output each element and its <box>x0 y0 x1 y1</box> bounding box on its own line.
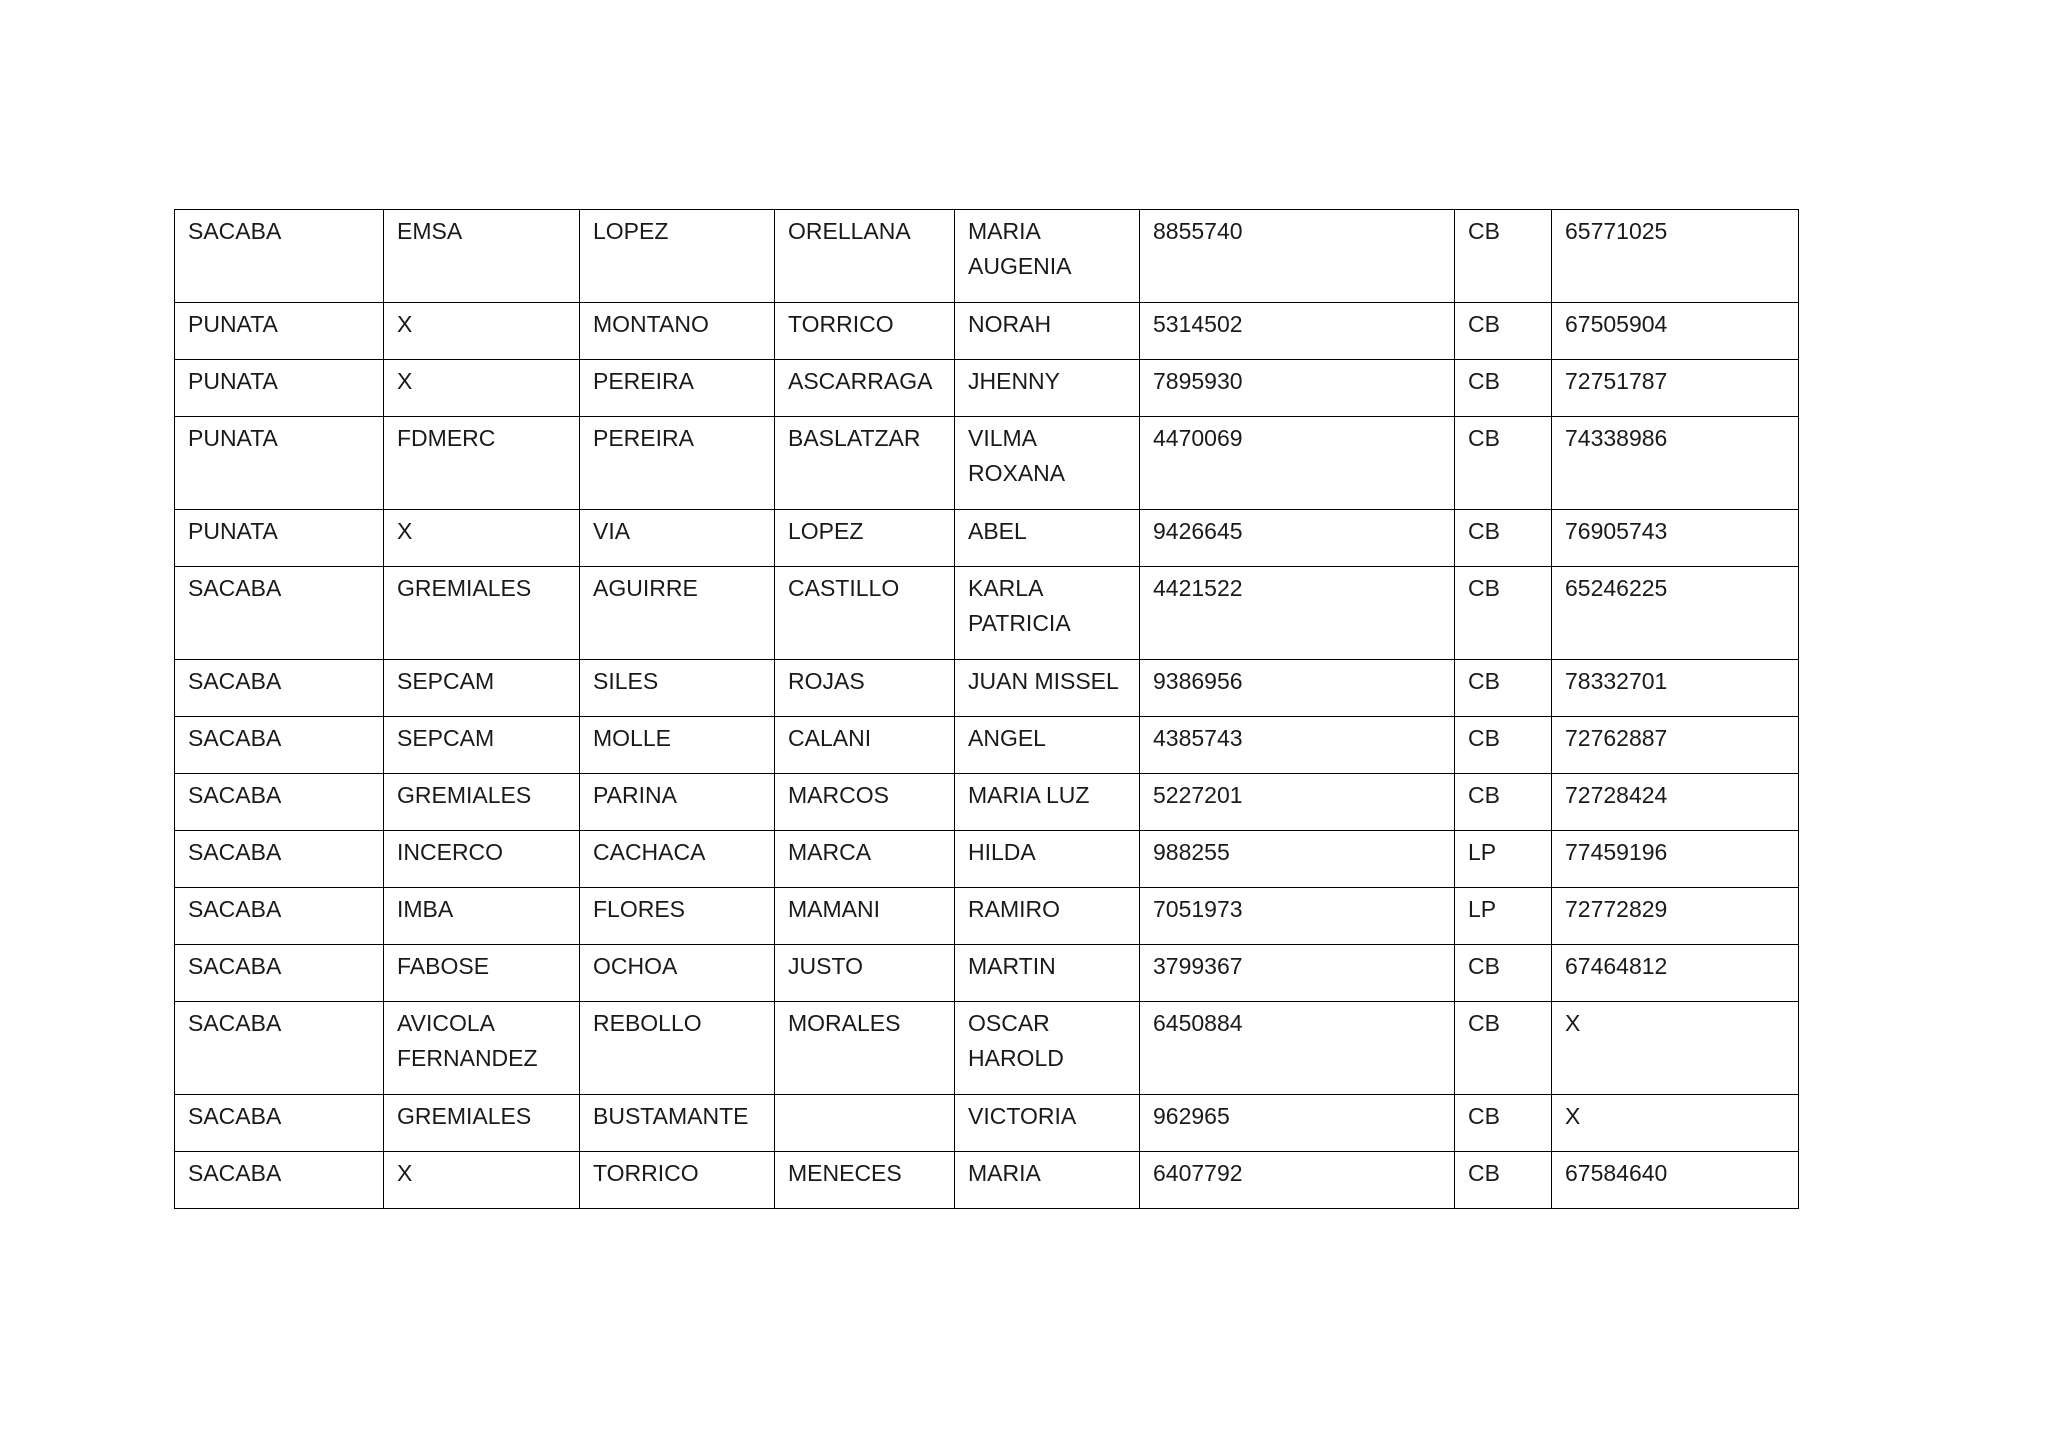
table-cell-phone-number <box>1552 360 1799 417</box>
cell-text: 6450884 <box>1153 1010 1243 1036</box>
cell-text: TORRICO <box>788 311 894 337</box>
table-row <box>175 774 1799 831</box>
cell-text: SEPCAM <box>397 668 495 694</box>
cell-text: MARTIN <box>968 953 1056 979</box>
table-cell-phone-number <box>1552 510 1799 567</box>
cell-text: 7895930 <box>1153 368 1243 394</box>
table-cell-department <box>1455 660 1552 717</box>
table-cell-paternal-surname <box>580 660 775 717</box>
table-cell-paternal-surname <box>580 510 775 567</box>
table-cell-maternal-surname <box>775 945 955 1002</box>
cell-text: CB <box>1468 953 1500 979</box>
cell-text: PUNATA <box>188 518 278 544</box>
table-row <box>175 417 1799 510</box>
cell-text: CB <box>1468 218 1500 244</box>
table-cell-given-names <box>955 945 1140 1002</box>
table-cell-organization <box>384 945 580 1002</box>
cell-text: 65246225 <box>1565 575 1668 601</box>
cell-text: FABOSE <box>397 953 490 979</box>
cell-text: 9426645 <box>1153 518 1243 544</box>
table-cell-maternal-surname <box>775 774 955 831</box>
cell-text: SEPCAM <box>397 725 495 751</box>
cell-text: REBOLLO <box>593 1010 702 1036</box>
cell-text: X <box>397 518 413 544</box>
cell-text: JUSTO <box>788 953 863 979</box>
table-cell-id-number <box>1140 360 1455 417</box>
table-cell-id-number <box>1140 210 1455 303</box>
table-cell-organization <box>384 831 580 888</box>
table-cell-organization <box>384 888 580 945</box>
table-row <box>175 1152 1799 1209</box>
cell-text: LOPEZ <box>788 518 864 544</box>
table-row <box>175 945 1799 1002</box>
cell-text: INCERCO <box>397 839 504 865</box>
cell-text: PUNATA <box>188 311 278 337</box>
cell-text: 962965 <box>1153 1103 1230 1129</box>
cell-text: FDMERC <box>397 425 496 451</box>
cell-text: IMBA <box>397 896 454 922</box>
table-cell-given-names <box>955 1002 1140 1095</box>
table-cell-maternal-surname <box>775 210 955 303</box>
table-cell-paternal-surname <box>580 1095 775 1152</box>
table-cell-paternal-surname <box>580 360 775 417</box>
cell-text: LP <box>1468 839 1497 865</box>
cell-text: LOPEZ <box>593 218 669 244</box>
table-row <box>175 888 1799 945</box>
table-row <box>175 210 1799 303</box>
cell-text: ORELLANA <box>788 218 911 244</box>
table-cell-phone-number <box>1552 1152 1799 1209</box>
cell-text: MORALES <box>788 1010 901 1036</box>
table-cell-organization <box>384 210 580 303</box>
cell-text: 67464812 <box>1565 953 1668 979</box>
table-cell-given-names <box>955 774 1140 831</box>
table-cell-municipality <box>175 831 384 888</box>
table-cell-phone-number <box>1552 567 1799 660</box>
table-cell-paternal-surname <box>580 774 775 831</box>
cell-text: 4470069 <box>1153 425 1243 451</box>
cell-text: JHENNY <box>968 368 1061 394</box>
cell-text: GREMIALES <box>397 1103 532 1129</box>
table-cell-given-names <box>955 210 1140 303</box>
table-cell-paternal-surname <box>580 717 775 774</box>
table-cell-organization <box>384 567 580 660</box>
cell-text: KARLA PATRICIA <box>968 575 1071 636</box>
table-cell-given-names <box>955 360 1140 417</box>
cell-text: 72728424 <box>1565 782 1668 808</box>
table-cell-given-names <box>955 831 1140 888</box>
table-cell-given-names <box>955 567 1140 660</box>
table-cell-phone-number <box>1552 660 1799 717</box>
table-cell-organization <box>384 717 580 774</box>
cell-text: 74338986 <box>1565 425 1668 451</box>
table-cell-paternal-surname <box>580 1152 775 1209</box>
cell-text: SACABA <box>188 668 282 694</box>
cell-text: CB <box>1468 782 1500 808</box>
cell-text: 7051973 <box>1153 896 1243 922</box>
table-cell-paternal-surname <box>580 567 775 660</box>
table-cell-id-number <box>1140 1152 1455 1209</box>
cell-text: PEREIRA <box>593 368 694 394</box>
cell-text: MARIA LUZ <box>968 782 1090 808</box>
cell-text: X <box>397 368 413 394</box>
table-row <box>175 510 1799 567</box>
cell-text: MONTANO <box>593 311 709 337</box>
cell-text: 6407792 <box>1153 1160 1243 1186</box>
table-cell-maternal-surname <box>775 831 955 888</box>
cell-text: CASTILLO <box>788 575 900 601</box>
table-row <box>175 567 1799 660</box>
table-cell-department <box>1455 945 1552 1002</box>
cell-text: MARCOS <box>788 782 889 808</box>
cell-text: LP <box>1468 896 1497 922</box>
table-cell-phone-number <box>1552 945 1799 1002</box>
table-cell-given-names <box>955 660 1140 717</box>
cell-text: 77459196 <box>1565 839 1668 865</box>
table-cell-department <box>1455 717 1552 774</box>
table-cell-id-number <box>1140 660 1455 717</box>
table-cell-given-names <box>955 717 1140 774</box>
table-row <box>175 1002 1799 1095</box>
table-cell-department <box>1455 831 1552 888</box>
table-cell-municipality <box>175 888 384 945</box>
cell-text: OSCAR HAROLD <box>968 1010 1064 1071</box>
table-cell-department <box>1455 417 1552 510</box>
table-cell-phone-number <box>1552 1095 1799 1152</box>
table-cell-organization <box>384 360 580 417</box>
table-cell-municipality <box>175 510 384 567</box>
table-cell-paternal-surname <box>580 210 775 303</box>
table-cell-organization <box>384 774 580 831</box>
cell-text: SACABA <box>188 782 282 808</box>
cell-text: CACHACA <box>593 839 706 865</box>
table-cell-phone-number <box>1552 888 1799 945</box>
table-cell-given-names <box>955 1152 1140 1209</box>
table-cell-municipality <box>175 1002 384 1095</box>
table-cell-phone-number <box>1552 831 1799 888</box>
table-cell-given-names <box>955 1095 1140 1152</box>
cell-text: VIA <box>593 518 631 544</box>
table-cell-municipality <box>175 774 384 831</box>
table-cell-municipality <box>175 1152 384 1209</box>
table-row <box>175 717 1799 774</box>
cell-text: CB <box>1468 1103 1500 1129</box>
table-cell-paternal-surname <box>580 1002 775 1095</box>
cell-text: MARIA AUGENIA <box>968 218 1072 279</box>
table-cell-phone-number <box>1552 717 1799 774</box>
table-cell-municipality <box>175 210 384 303</box>
table-cell-department <box>1455 1002 1552 1095</box>
table-cell-given-names <box>955 303 1140 360</box>
cell-text: ROJAS <box>788 668 865 694</box>
table-cell-given-names <box>955 417 1140 510</box>
cell-text: FLORES <box>593 896 686 922</box>
table-row <box>175 360 1799 417</box>
table-row <box>175 1095 1799 1152</box>
table-cell-given-names <box>955 888 1140 945</box>
cell-text: 4421522 <box>1153 575 1243 601</box>
table-cell-organization <box>384 660 580 717</box>
table-cell-phone-number <box>1552 303 1799 360</box>
table-cell-phone-number <box>1552 417 1799 510</box>
table-cell-organization <box>384 1002 580 1095</box>
table-cell-department <box>1455 360 1552 417</box>
table-cell-phone-number <box>1552 210 1799 303</box>
cell-text: ANGEL <box>968 725 1046 751</box>
table-cell-maternal-surname <box>775 660 955 717</box>
roster-table-body <box>175 210 1799 1209</box>
cell-text: SACABA <box>188 953 282 979</box>
table-cell-organization <box>384 303 580 360</box>
cell-text: MAMANI <box>788 896 880 922</box>
cell-text: SACABA <box>188 896 282 922</box>
table-cell-id-number <box>1140 774 1455 831</box>
cell-text: MENECES <box>788 1160 902 1186</box>
cell-text: GREMIALES <box>397 575 532 601</box>
cell-text: CB <box>1468 1010 1500 1036</box>
cell-text: 9386956 <box>1153 668 1243 694</box>
cell-text: AGUIRRE <box>593 575 698 601</box>
cell-text: ABEL <box>968 518 1027 544</box>
table-cell-id-number <box>1140 945 1455 1002</box>
cell-text: 65771025 <box>1565 218 1668 244</box>
cell-text: 988255 <box>1153 839 1230 865</box>
cell-text: SACABA <box>188 839 282 865</box>
cell-text: CALANI <box>788 725 872 751</box>
table-cell-paternal-surname <box>580 417 775 510</box>
cell-text: BASLATZAR <box>788 425 921 451</box>
table-cell-paternal-surname <box>580 888 775 945</box>
table-cell-maternal-surname <box>775 360 955 417</box>
cell-text: 8855740 <box>1153 218 1243 244</box>
table-cell-municipality <box>175 1095 384 1152</box>
table-cell-given-names <box>955 510 1140 567</box>
cell-text: TORRICO <box>593 1160 699 1186</box>
table-cell-id-number <box>1140 1095 1455 1152</box>
cell-text: PUNATA <box>188 425 278 451</box>
table-cell-municipality <box>175 417 384 510</box>
table-cell-department <box>1455 567 1552 660</box>
table-cell-department <box>1455 303 1552 360</box>
table-cell-id-number <box>1140 417 1455 510</box>
cell-text: SACABA <box>188 725 282 751</box>
cell-text: SILES <box>593 668 659 694</box>
table-cell-id-number <box>1140 717 1455 774</box>
cell-text: MARCA <box>788 839 872 865</box>
cell-text: ASCARRAGA <box>788 368 933 394</box>
roster-table <box>174 209 1799 1209</box>
table-cell-municipality <box>175 945 384 1002</box>
cell-text: 4385743 <box>1153 725 1243 751</box>
table-cell-maternal-surname <box>775 510 955 567</box>
table-cell-department <box>1455 888 1552 945</box>
table-cell-paternal-surname <box>580 303 775 360</box>
table-cell-id-number <box>1140 888 1455 945</box>
table-cell-department <box>1455 774 1552 831</box>
cell-text: HILDA <box>968 839 1036 865</box>
table-cell-maternal-surname <box>775 567 955 660</box>
table-cell-maternal-surname <box>775 888 955 945</box>
table-cell-organization <box>384 1095 580 1152</box>
table-cell-organization <box>384 417 580 510</box>
cell-text: X <box>397 311 413 337</box>
cell-text: X <box>1565 1103 1581 1129</box>
cell-text: CB <box>1468 518 1500 544</box>
table-cell-municipality <box>175 717 384 774</box>
table-cell-organization <box>384 510 580 567</box>
cell-text: 78332701 <box>1565 668 1668 694</box>
cell-text: 67505904 <box>1565 311 1668 337</box>
table-cell-department <box>1455 1095 1552 1152</box>
cell-text: SACABA <box>188 575 282 601</box>
cell-text: VILMA ROXANA <box>968 425 1066 486</box>
cell-text: SACABA <box>188 1160 282 1186</box>
cell-text: CB <box>1468 668 1500 694</box>
table-cell-department <box>1455 1152 1552 1209</box>
cell-text: OCHOA <box>593 953 678 979</box>
table-cell-municipality <box>175 660 384 717</box>
cell-text: 5227201 <box>1153 782 1243 808</box>
table-cell-paternal-surname <box>580 831 775 888</box>
table-cell-department <box>1455 210 1552 303</box>
cell-text: PARINA <box>593 782 677 808</box>
cell-text: EMSA <box>397 218 463 244</box>
cell-text: 3799367 <box>1153 953 1243 979</box>
table-cell-maternal-surname <box>775 303 955 360</box>
cell-text: PEREIRA <box>593 425 694 451</box>
cell-text: 5314502 <box>1153 311 1243 337</box>
cell-text: JUAN MISSEL <box>968 668 1119 694</box>
cell-text: 72762887 <box>1565 725 1668 751</box>
cell-text: SACABA <box>188 1103 282 1129</box>
table-cell-id-number <box>1140 510 1455 567</box>
cell-text: CB <box>1468 1160 1500 1186</box>
cell-text: MOLLE <box>593 725 671 751</box>
table-cell-maternal-surname <box>775 1152 955 1209</box>
table-cell-department <box>1455 510 1552 567</box>
table-cell-organization <box>384 1152 580 1209</box>
cell-text: 72751787 <box>1565 368 1668 394</box>
cell-text: CB <box>1468 725 1500 751</box>
cell-text: X <box>1565 1010 1581 1036</box>
cell-text: CB <box>1468 425 1500 451</box>
table-cell-id-number <box>1140 831 1455 888</box>
table-cell-maternal-surname <box>775 1095 955 1152</box>
table-row <box>175 303 1799 360</box>
table-cell-phone-number <box>1552 1002 1799 1095</box>
cell-text: CB <box>1468 575 1500 601</box>
table-row <box>175 660 1799 717</box>
table-cell-paternal-surname <box>580 945 775 1002</box>
cell-text: MARIA <box>968 1160 1041 1186</box>
cell-text: PUNATA <box>188 368 278 394</box>
cell-text: NORAH <box>968 311 1052 337</box>
cell-text: X <box>397 1160 413 1186</box>
cell-text: RAMIRO <box>968 896 1060 922</box>
cell-text: CB <box>1468 311 1500 337</box>
cell-text: AVICOLA FERNANDEZ <box>397 1010 538 1071</box>
table-cell-maternal-surname <box>775 1002 955 1095</box>
table-row <box>175 831 1799 888</box>
cell-text: VICTORIA <box>968 1103 1077 1129</box>
table-cell-id-number <box>1140 1002 1455 1095</box>
table-cell-maternal-surname <box>775 417 955 510</box>
table-cell-id-number <box>1140 567 1455 660</box>
cell-text: 72772829 <box>1565 896 1668 922</box>
cell-text: SACABA <box>188 1010 282 1036</box>
table-cell-municipality <box>175 360 384 417</box>
table-cell-municipality <box>175 303 384 360</box>
table-cell-maternal-surname <box>775 717 955 774</box>
table-cell-municipality <box>175 567 384 660</box>
table-cell-id-number <box>1140 303 1455 360</box>
cell-text: GREMIALES <box>397 782 532 808</box>
cell-text: 76905743 <box>1565 518 1668 544</box>
cell-text: CB <box>1468 368 1500 394</box>
table-cell-phone-number <box>1552 774 1799 831</box>
cell-text: 67584640 <box>1565 1160 1668 1186</box>
cell-text: SACABA <box>188 218 282 244</box>
cell-text: BUSTAMANTE <box>593 1103 749 1129</box>
